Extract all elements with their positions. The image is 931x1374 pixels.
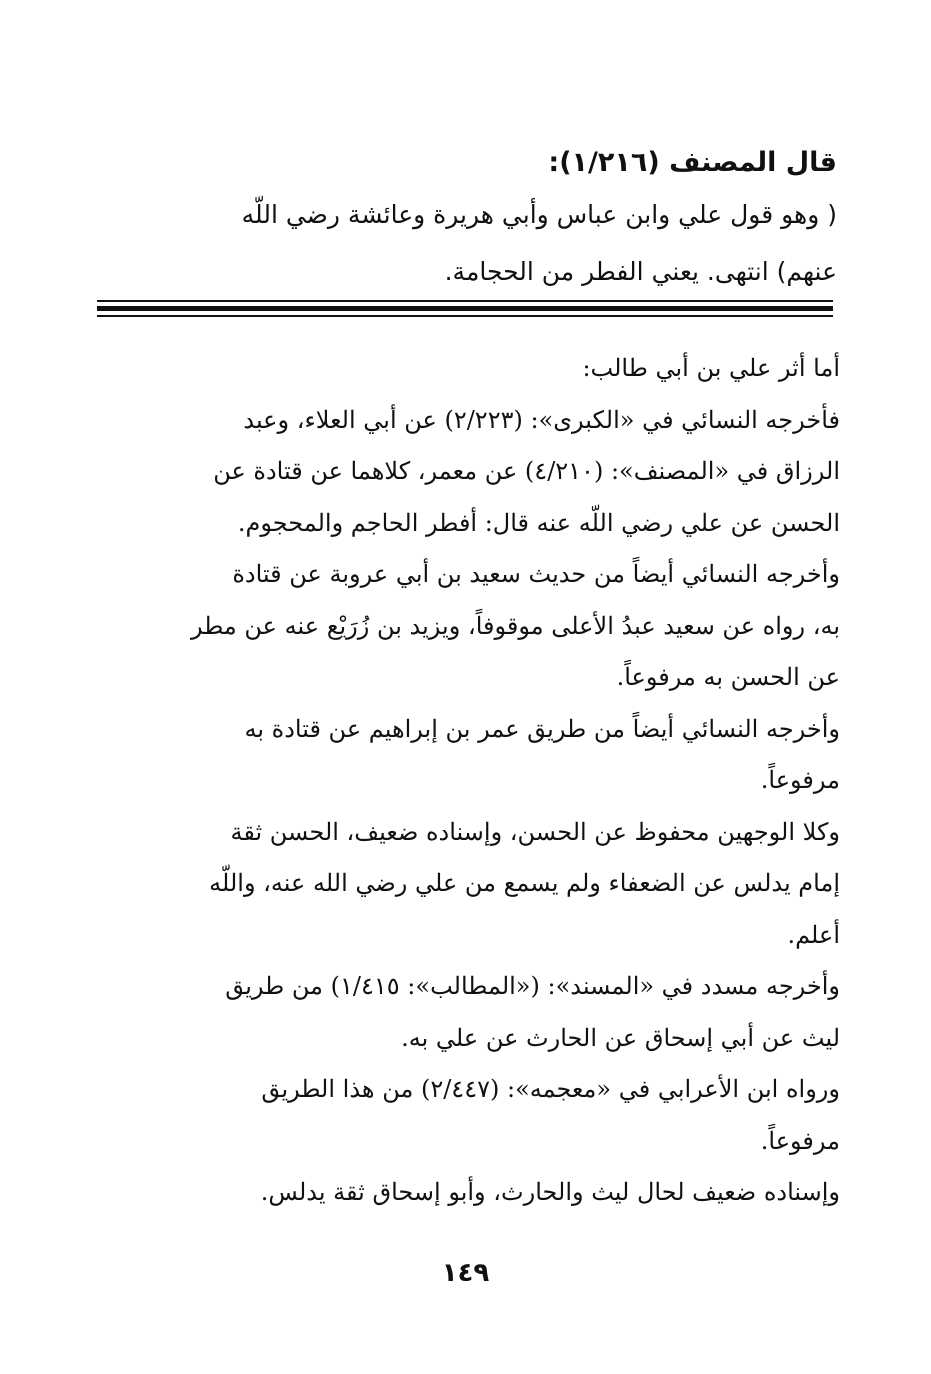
text-line: مرفوعاً. [760,766,840,794]
paragraph [95,395,840,550]
text-line: فأخرجه النسائي في «الكبرى»: (٢/٢٢٣) عن أبي العلاء، وعبد [243,405,840,434]
paragraph [95,704,840,807]
paragraph [95,549,840,704]
quote-heading: قال المصنف (١/٢١٦): [548,147,837,178]
text-line: وكلا الوجهين محفوظ عن الحسن، وإسناده ضعيف، الحسن ثقة [230,817,840,846]
text-line: ورواه ابن الأعرابي في «معجمه»: (٢/٤٤٧) من هذا الطريق [261,1075,840,1103]
text-line: به، رواه عن سعيد عبدُ الأعلى موقوفاً، ويزيد بن زُرَيْع عنه عن مطر [191,611,840,640]
text-line: إمام يدلس عن الضعفاء ولم يسمع من علي رضي الله عنه، واللّه [209,869,840,897]
text-line: ليث عن أبي إسحاق عن الحارث عن علي به. [401,1023,840,1052]
divider-rule [97,300,833,302]
quote-line: عنهم) انتهى. يعني الفطر من الحجامة. [444,257,837,286]
paragraph [95,807,840,962]
paragraph [95,343,840,395]
text-line: وإسناده ضعيف لحال ليث والحارث، وأبو إسحاق ثقة يدلس. [260,1178,840,1206]
paragraph [95,1064,840,1167]
commentary-body [95,343,840,1219]
text-line: وأخرجه النسائي أيضاً من طريق عمر بن إبراهيم عن قتادة به [244,714,840,743]
text-line: الرزاق في «المصنف»: (٤/٢١٠) عن معمر، كلاهما عن قتادة عن [213,457,840,485]
divider-rule [97,315,833,317]
quote-line: ( وهو قول علي وابن عباس وأبي هريرة وعائشة رضي اللّه [241,200,837,229]
divider-rule [97,306,833,311]
author-quote-block [95,140,837,300]
text-line: مرفوعاً. [760,1126,840,1155]
text-line: الحسن عن علي رضي اللّه عنه قال: أفطر الحاجم والمحجوم. [237,508,840,537]
text-line: عن الحسن به مرفوعاً. [616,663,840,691]
text-line: وأخرجه النسائي أيضاً من حديث سعيد بن أبي عروبة عن قتادة [232,560,840,588]
text-line: أعلم. [787,920,840,949]
page-number: ١٤٩ [441,1258,490,1288]
text-line: وأخرجه مسدد في «المسند»: («المطالب»: ١/٤١٥) من طريق [225,972,840,1000]
paragraph [95,1167,840,1219]
text-line: أما أثر علي بن أبي طالب: [582,354,840,382]
paragraph [95,961,840,1064]
